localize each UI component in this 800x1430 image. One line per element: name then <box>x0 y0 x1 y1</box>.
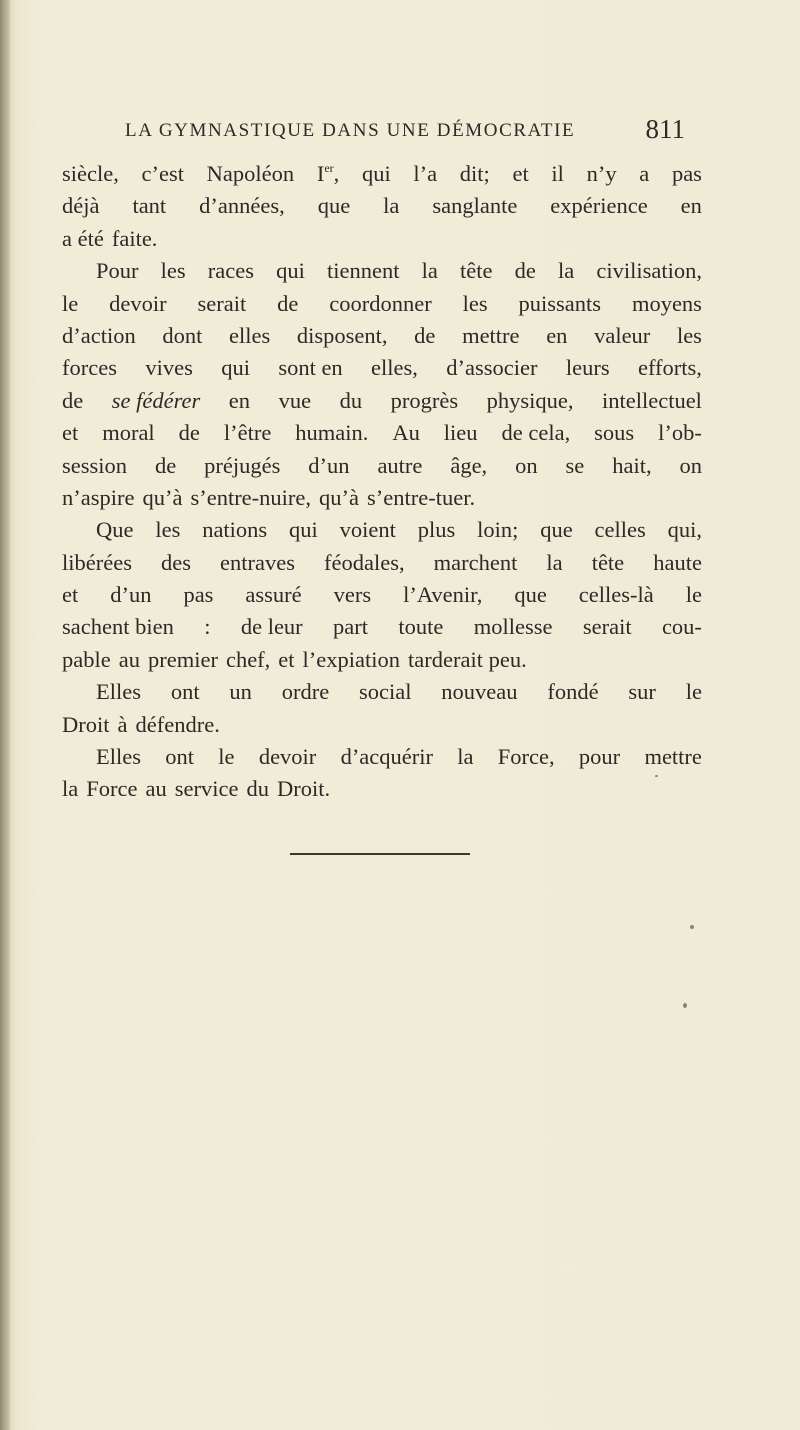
word: des <box>161 549 191 575</box>
word: pour <box>578 744 621 770</box>
word: de cela, <box>501 420 571 446</box>
word: entraves <box>220 549 295 575</box>
word: se <box>565 452 585 478</box>
word: devoir <box>109 290 167 316</box>
word: Elles <box>96 744 141 770</box>
word: a <box>639 161 650 186</box>
word: siècle, <box>62 161 119 186</box>
word: moyens <box>631 290 702 316</box>
word: haute <box>653 549 702 575</box>
word: efforts, <box>637 355 702 381</box>
text-line <box>62 547 702 579</box>
text-line <box>62 223 702 255</box>
word: celles <box>594 517 646 543</box>
word: elles, <box>371 355 418 381</box>
word: d’action <box>62 322 136 348</box>
word: pas <box>183 582 214 608</box>
text-line <box>62 579 702 611</box>
text-line <box>62 385 702 417</box>
word: les <box>462 290 488 316</box>
word: défendre. <box>135 711 220 737</box>
word: vue <box>278 387 312 413</box>
word: libérées <box>62 549 132 575</box>
word: que <box>540 517 573 543</box>
word: on <box>679 452 702 478</box>
word: cou- <box>661 614 702 640</box>
word: en <box>546 322 568 348</box>
running-head <box>125 114 685 148</box>
word: ordre <box>281 679 330 705</box>
word: de <box>154 452 177 478</box>
text-line <box>62 773 702 805</box>
word: le <box>685 679 702 705</box>
word: et <box>62 582 79 608</box>
word: fondé <box>547 679 599 705</box>
text-line <box>62 611 702 643</box>
word: serait <box>197 290 247 316</box>
word: de <box>514 258 536 284</box>
word: autre <box>377 452 423 478</box>
text-line <box>62 709 702 741</box>
word: pable <box>62 646 111 672</box>
word: déjà <box>62 193 100 219</box>
word: la <box>457 744 474 770</box>
word: on <box>515 452 538 478</box>
word: qui <box>221 355 250 381</box>
word: de <box>277 290 299 316</box>
word: qui <box>361 161 391 186</box>
word: de leur <box>240 614 303 640</box>
text-line <box>62 514 702 546</box>
word: progrès <box>390 387 459 413</box>
word: dit; <box>459 161 490 186</box>
word: tarderait peu. <box>408 646 527 672</box>
word: du <box>339 387 363 413</box>
word: premier <box>147 646 218 672</box>
word: d’années, <box>199 193 285 219</box>
word: les <box>155 517 181 543</box>
word: mettre <box>644 744 702 770</box>
word: : <box>204 614 211 640</box>
word: tête <box>591 549 625 575</box>
word: s’entre-tuer. <box>367 484 476 510</box>
word: et <box>512 161 529 186</box>
word: sachent bien <box>62 614 174 640</box>
word: qui <box>289 517 318 543</box>
word: Au <box>392 420 420 446</box>
word: faite. <box>111 225 158 251</box>
word: et <box>278 646 295 672</box>
word: la <box>557 258 575 284</box>
word: âge, <box>450 452 488 478</box>
word: féodales, <box>324 549 405 575</box>
word: coordonner <box>329 290 432 316</box>
word: ont <box>165 744 195 770</box>
text-line <box>62 255 702 287</box>
text-line <box>62 190 702 222</box>
body-text <box>62 158 702 806</box>
word: tant <box>132 193 167 219</box>
word: social <box>359 679 412 705</box>
word: mollesse <box>473 614 553 640</box>
word: disposent, <box>296 322 388 348</box>
word: Pour <box>96 258 139 284</box>
word: Elles <box>96 679 141 705</box>
word: Droit. <box>276 776 331 802</box>
word: puissants <box>518 290 602 316</box>
word: le <box>62 290 79 316</box>
word: sanglante <box>432 193 518 219</box>
word: marchent <box>433 549 518 575</box>
text-line <box>62 288 702 320</box>
paper-speck <box>655 775 658 777</box>
word: part <box>333 614 369 640</box>
word: Droit <box>62 711 110 737</box>
word: civilisation, <box>596 258 702 284</box>
word: vers <box>333 582 372 608</box>
word: sous <box>594 420 635 446</box>
text-line <box>62 417 702 449</box>
word: le <box>218 744 235 770</box>
word: s’entre-nuire, <box>190 484 312 510</box>
word: physique, <box>486 387 574 413</box>
text-line <box>62 676 702 708</box>
word: qu’à <box>142 484 183 510</box>
word: un <box>229 679 252 705</box>
word: humain. <box>295 420 369 446</box>
word: nouveau <box>441 679 518 705</box>
text-line <box>62 741 702 773</box>
word: celles-là <box>578 582 654 608</box>
word: assuré <box>245 582 302 608</box>
word: nations <box>202 517 268 543</box>
word: valeur <box>594 322 651 348</box>
word: dont <box>162 322 203 348</box>
word: Napoléon <box>206 161 295 186</box>
word: toute <box>398 614 444 640</box>
word: session <box>62 452 128 478</box>
word: tiennent <box>327 258 400 284</box>
word: que <box>317 193 351 219</box>
word: les <box>160 258 186 284</box>
text-line <box>62 644 702 676</box>
word: en <box>680 193 702 219</box>
word: la <box>62 776 79 802</box>
word: préjugés <box>204 452 281 478</box>
word: d’un <box>110 582 152 608</box>
word: mettre <box>462 322 520 348</box>
word: c’est <box>141 161 184 186</box>
word: de <box>414 322 436 348</box>
word: chef, <box>225 646 271 672</box>
word: l’a <box>413 161 438 186</box>
word: Que <box>96 517 134 543</box>
paper-speck <box>690 925 694 929</box>
word: au <box>145 776 167 802</box>
word: vives <box>145 355 193 381</box>
word: l’Avenir, <box>403 582 483 608</box>
word: que <box>514 582 547 608</box>
text-line <box>62 352 702 384</box>
word: n’y <box>586 161 617 186</box>
word: pas <box>671 161 702 186</box>
page-number: 811 <box>645 114 685 144</box>
word: races <box>207 258 254 284</box>
word: qui, <box>667 517 702 543</box>
running-head-title: LA GYMNASTIQUE DANS UNE DÉMOCRATIE <box>125 120 576 141</box>
text-line <box>62 158 702 190</box>
word: à <box>117 711 128 737</box>
word: qui <box>276 258 305 284</box>
word: loin; <box>477 517 519 543</box>
word: service <box>174 776 239 802</box>
word: serait <box>582 614 632 640</box>
word: en <box>228 387 251 413</box>
word: ont <box>170 679 200 705</box>
word: l’être <box>223 420 272 446</box>
word: Force <box>86 776 138 802</box>
section-end-rule <box>290 853 470 855</box>
word: Ier, <box>316 161 340 186</box>
text-line <box>62 450 702 482</box>
word: moral <box>102 420 155 446</box>
word: leurs <box>565 355 610 381</box>
word: plus <box>417 517 456 543</box>
word: voient <box>339 517 396 543</box>
text-line <box>62 482 702 514</box>
word: forces <box>62 355 117 381</box>
word: la <box>421 258 438 284</box>
word: de <box>178 420 200 446</box>
word: la <box>383 193 400 219</box>
word: hait, <box>612 452 652 478</box>
word: n’aspire <box>62 484 135 510</box>
word: d’acquérir <box>340 744 434 770</box>
word: a été <box>62 225 104 251</box>
word: et <box>62 420 79 446</box>
word: sur <box>628 679 656 705</box>
word: de <box>62 387 84 413</box>
word: d’associer <box>446 355 538 381</box>
word: les <box>676 322 702 348</box>
word: lieu <box>443 420 478 446</box>
word: il <box>551 161 564 186</box>
ordinal-superscript: er <box>324 161 334 175</box>
text-line <box>62 320 702 352</box>
word: du <box>246 776 269 802</box>
word: intellectuel <box>601 387 702 413</box>
word: tête <box>459 258 493 284</box>
word: elles <box>229 322 271 348</box>
word: la <box>546 549 563 575</box>
word: devoir <box>258 744 317 770</box>
word: qu’à <box>319 484 360 510</box>
word: l’ob- <box>658 420 702 446</box>
word: Force, <box>497 744 555 770</box>
word: sont en <box>278 355 343 381</box>
word: au <box>118 646 140 672</box>
word: expérience <box>550 193 648 219</box>
word: l’expiation <box>302 646 401 672</box>
paper-speck <box>683 1003 687 1008</box>
word: d’un <box>308 452 350 478</box>
italic-phrase: se fédérer <box>111 387 201 413</box>
page-binding-edge <box>0 0 10 1430</box>
word: le <box>685 582 702 608</box>
